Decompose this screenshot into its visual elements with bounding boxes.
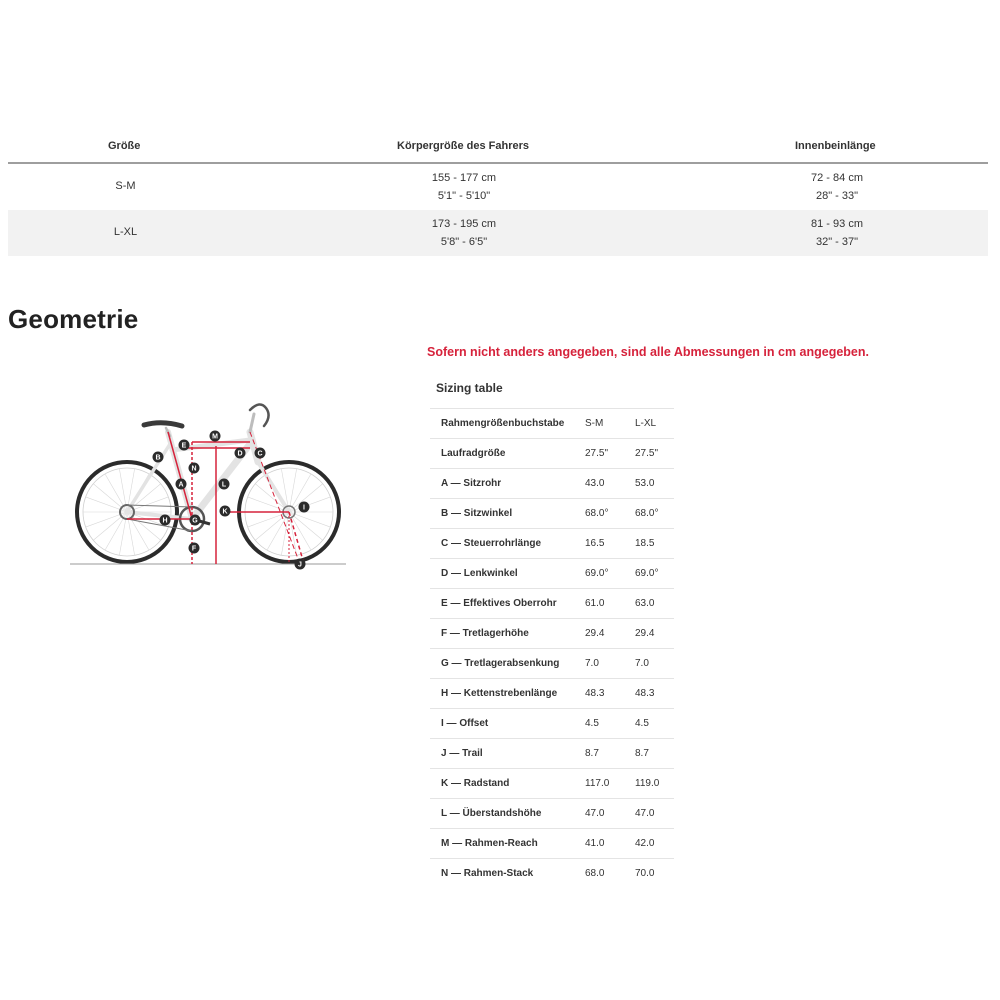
svg-text:K: K (222, 508, 228, 516)
geometry-row (430, 408, 674, 438)
value-s-m: 47.0 (585, 808, 605, 819)
geometry-row (430, 678, 674, 708)
inseam-cell (737, 215, 937, 251)
geometry-row (430, 558, 674, 588)
header-rider-height: Körpergröße des Fahrers (397, 140, 530, 152)
rider-height-cell (364, 169, 564, 205)
badge-c (255, 448, 266, 459)
geometry-label: M — Rahmen-Reach (441, 838, 538, 849)
geometry-label: L — Überstandshöhe (441, 808, 542, 819)
value-l-xl: L-XL (635, 418, 657, 429)
svg-text:F: F (191, 545, 197, 553)
value-l-xl: 18.5 (635, 538, 655, 549)
size-value: S-M (115, 180, 136, 192)
value-s-m: S-M (585, 418, 604, 429)
svg-text:G: G (192, 517, 198, 525)
svg-text:C: C (257, 450, 263, 458)
bike-geometry-diagram (68, 392, 350, 578)
badge-g (190, 515, 201, 526)
value-s-m: 16.5 (585, 538, 605, 549)
cockpit (144, 404, 269, 436)
badge-a (176, 479, 187, 490)
size-table-header (8, 128, 988, 164)
badge-f (189, 543, 200, 554)
svg-text:M: M (212, 433, 218, 441)
rider-height-cm: 155 - 177 cm (431, 172, 497, 184)
badge-d (235, 448, 246, 459)
geometry-label: D — Lenkwinkel (441, 568, 518, 579)
geometry-row (430, 738, 674, 768)
value-l-xl: 7.0 (635, 658, 649, 669)
drivetrain (120, 505, 295, 531)
value-s-m: 7.0 (585, 658, 599, 669)
badge-j (295, 559, 306, 570)
value-l-xl: 48.3 (635, 688, 655, 699)
geometry-label: J — Trail (441, 748, 483, 759)
units-note: Sofern nicht anders angegeben, sind alle Abmessungen in cm angegeben. (427, 345, 869, 359)
geometry-row (430, 828, 674, 858)
rider-height-cell (364, 215, 564, 251)
value-s-m: 68.0 (585, 868, 605, 879)
measurement-lines (127, 432, 304, 564)
value-l-xl: 68.0° (635, 508, 659, 519)
inseam-cm: 72 - 84 cm (811, 172, 863, 184)
header-size: Größe (108, 140, 141, 152)
geometry-row (430, 618, 674, 648)
inseam-in: 32" - 37" (815, 236, 859, 248)
svg-text:N: N (191, 465, 197, 473)
geometry-label: B — Sitzwinkel (441, 508, 513, 519)
geometry-label: G — Tretlagerabsenkung (441, 658, 560, 669)
geometry-row (430, 648, 674, 678)
svg-text:D: D (237, 450, 243, 458)
svg-text:L: L (221, 481, 227, 489)
geometry-label: Rahmengrößenbuchstabe (441, 418, 565, 429)
inseam-cm: 81 - 93 cm (811, 218, 863, 230)
value-s-m: 117.0 (585, 778, 610, 789)
badge-n (189, 463, 200, 474)
rider-height-in: 5'1" - 5'10" (437, 190, 491, 202)
value-s-m: 48.3 (585, 688, 605, 699)
geometry-label: H — Kettenstrebenlänge (441, 688, 558, 699)
value-l-xl: 4.5 (635, 718, 649, 729)
value-l-xl: 63.0 (635, 598, 655, 609)
svg-text:A: A (178, 481, 184, 489)
svg-text:H: H (162, 517, 168, 525)
geometry-row (430, 798, 674, 828)
geometry-label: F — Tretlagerhöhe (441, 628, 529, 639)
value-l-xl: 42.0 (635, 838, 655, 849)
badge-h (160, 515, 171, 526)
value-l-xl: 47.0 (635, 808, 655, 819)
value-l-xl: 27.5" (635, 448, 659, 459)
badge-i (299, 502, 310, 513)
value-s-m: 61.0 (585, 598, 605, 609)
geometry-row (430, 708, 674, 738)
geometry-sizing-table (430, 408, 674, 888)
inseam-cell (737, 169, 937, 205)
geometry-row (430, 588, 674, 618)
badge-b (153, 452, 164, 463)
rider-height-in: 5'8" - 6'5" (440, 236, 488, 248)
geometry-label: C — Steuerrohrlänge (441, 538, 542, 549)
geometry-label: I — Offset (441, 718, 489, 729)
value-l-xl: 53.0 (635, 478, 655, 489)
geometry-row (430, 858, 674, 888)
geometry-heading: Geometrie (8, 304, 139, 334)
value-s-m: 68.0° (585, 508, 609, 519)
value-s-m: 8.7 (585, 748, 599, 759)
svg-text:I: I (303, 504, 305, 512)
value-s-m: 41.0 (585, 838, 605, 849)
value-l-xl: 29.4 (635, 628, 655, 639)
value-l-xl: 8.7 (635, 748, 649, 759)
size-row-sm (8, 164, 988, 210)
value-s-m: 4.5 (585, 718, 599, 729)
value-s-m: 27.5" (585, 448, 609, 459)
geometry-row (430, 468, 674, 498)
svg-text:E: E (181, 442, 187, 450)
value-s-m: 43.0 (585, 478, 605, 489)
svg-text:J: J (298, 561, 302, 569)
value-s-m: 29.4 (585, 628, 605, 639)
geometry-row (430, 498, 674, 528)
badge-l (219, 479, 230, 490)
svg-text:B: B (155, 454, 161, 462)
inseam-in: 28" - 33" (815, 190, 859, 202)
geometry-row (430, 768, 674, 798)
geometry-label: K — Radstand (441, 778, 510, 789)
header-inseam: Innenbeinlänge (795, 140, 876, 152)
geometry-row (430, 528, 674, 558)
value-s-m: 69.0° (585, 568, 609, 579)
size-value: L-XL (113, 226, 138, 238)
badge-m (210, 431, 221, 442)
badge-k (220, 506, 231, 517)
sizing-table-title: Sizing table (436, 381, 503, 395)
geometry-row (430, 438, 674, 468)
rider-size-table (8, 128, 988, 256)
value-l-xl: 70.0 (635, 868, 655, 879)
size-row-lxl (8, 210, 988, 256)
geometry-label: Laufradgröße (441, 448, 506, 459)
badge-e (179, 440, 190, 451)
value-l-xl: 119.0 (635, 778, 660, 789)
geometry-label: A — Sitzrohr (441, 478, 502, 489)
geometry-label: E — Effektives Oberrohr (441, 598, 557, 609)
rider-height-cm: 173 - 195 cm (431, 218, 497, 230)
value-l-xl: 69.0° (635, 568, 659, 579)
geometry-label: N — Rahmen-Stack (441, 868, 534, 879)
